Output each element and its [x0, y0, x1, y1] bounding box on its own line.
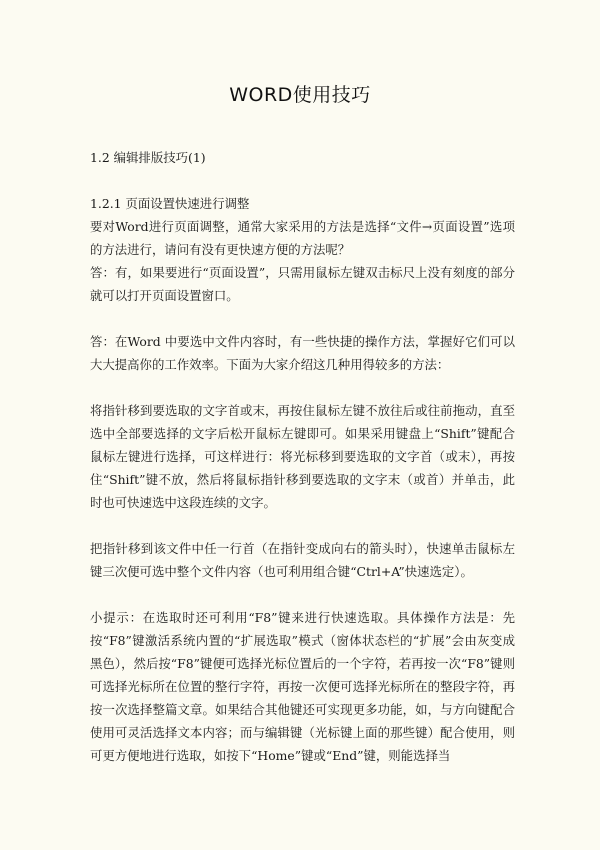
paragraph-answer-2: 答：在Word 中要选中文件内容时，有一些快捷的操作方法，掌握好它们可以大大提高你的工作效率。下面为大家介绍这几种用得较多的方法： — [90, 334, 515, 372]
paragraph-select-all: 把指针移到该文件中任一行首（在指针变成向右的箭头时），快速单击鼠标左键三次便可选中整个文件内容（也可利用组合键“Ctrl+A”快速选定）。 — [90, 541, 515, 579]
paragraph-tip: 小提示：在选取时还可利用“F8”键来进行快速选取。具体操作方法是：先按“F8”键激活系统内置的“扩展选取”模式（窗体状态栏的“扩展”会由灰变成黑色），然后按“F8”键便可选择光标位置后的一个字符，若再按一次“F8”键则可选择光标所在位置的整行字符，再按一次便可选择光标所在的整段字符，再按一次选择整篇文章。如果结合其他键还可实现更多功能，如，与方向键配合使用可灵活选择文本内容；而与编辑键（光标键上面的那些键）配合使用，则可更方便地进行选取，如按下“Home”键或“End”键，则能选择当 — [90, 610, 515, 763]
section-heading: 1.2 编辑排版技巧(1) — [90, 150, 206, 165]
document-body — [90, 146, 515, 767]
page-title: WORD使用技巧 — [229, 84, 371, 106]
subsection-heading: 1.2.1 页面设置快速进行调整 — [90, 196, 250, 211]
paragraph-answer-1: 答：有，如果要进行“页面设置”，只需用鼠标左键双击标尺上没有刻度的部分就可以打开页面设置窗口。 — [90, 265, 515, 303]
paragraph-drag-select: 将指针移到要选取的文字首或末，再按住鼠标左键不放往后或往前拖动，直至选中全部要选择的文字后松开鼠标左键即可。如果采用键盘上“Shift”键配合鼠标左键进行选择，可这样进行：将光标移到要选取的文字首（或末），再按住“Shift”键不放，然后将鼠标指针移到要选取的文字末（或首）并单击，此时也可快速选中这段连续的文字。 — [90, 403, 515, 510]
paragraph-question: 要对Word进行页面调整，通常大家采用的方法是选择“文件→页面设置”选项的方法进行，请问有没有更快速方便的方法呢？ — [90, 219, 515, 257]
